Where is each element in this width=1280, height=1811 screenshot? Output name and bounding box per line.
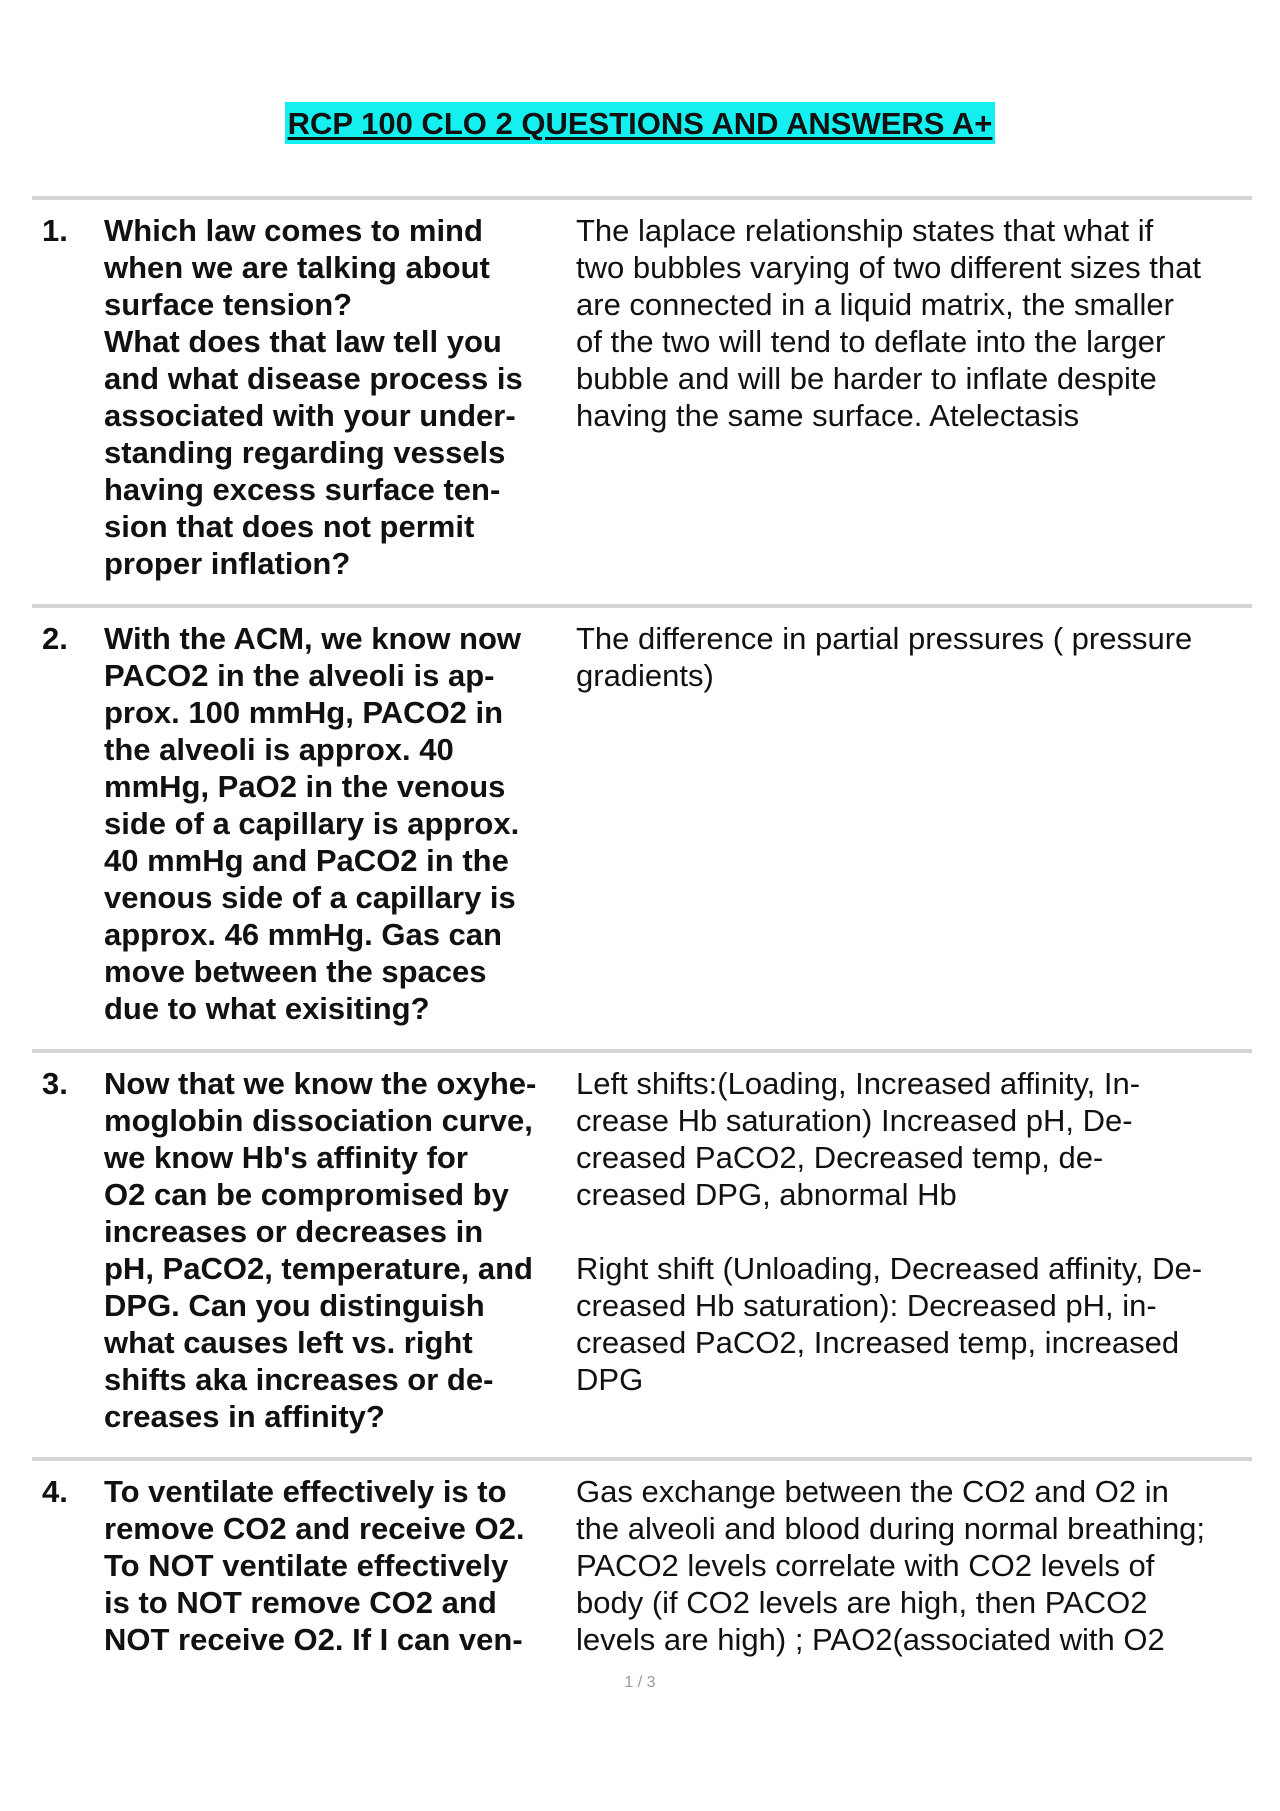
qa-row-4 bbox=[32, 1457, 1252, 1680]
qa-row-3 bbox=[32, 1049, 1252, 1457]
page-indicator: 1 / 3 bbox=[624, 1674, 656, 1691]
answer-text: Gas exchange between the CO2 and O2 in the alveoli and blood during normal breathing; PACO2 levels correlate with CO2 levels of body (if CO2 levels are high, then PACO2 levels are high) ; PAO2(associated with O2 bbox=[576, 1474, 1206, 1657]
question-text: To ventilate effectively is to remove CO2 and receive O2. To NOT ventilate effectively is to NOT remove CO2 and NOT receive O2. If I can ven- bbox=[104, 1474, 525, 1657]
question-text: Now that we know the oxyhe- moglobin dissociation curve, we know Hb's affinity for O2 can be compromised by increases or decreases in pH, PaCO2, temperature, and DPG. Can you distinguish what causes left vs. right shifts aka increases or de- creases in affinity? bbox=[104, 1066, 537, 1434]
title-container bbox=[0, 102, 1280, 144]
question-number: 4. bbox=[42, 1474, 68, 1509]
question-text: With the ACM, we know now PACO2 in the alveoli is ap- prox. 100 mmHg, PACO2 in the alveoli is approx. 40 mmHg, PaO2 in the venous side of a capillary is approx. 40 mmHg and PaCO2 in the venous side of a capillary is approx. 46 mmHg. Gas can move between the spaces due to what exisiting? bbox=[104, 621, 522, 1026]
qa-row-2 bbox=[32, 604, 1252, 1049]
answer-text: Left shifts:(Loading, Increased affinity, In- crease Hb saturation) Increased pH, De- creased PaCO2, Decreased temp, de- creased DPG, abnormal Hb Right shift (Unloading, Decreased affinity, De- creased Hb saturation): Decreased pH, in- creased PaCO2, Increased temp, increased DPG bbox=[576, 1066, 1203, 1397]
question-text: Which law comes to mind when we are talking about surface tension? What does that law tell you and what disease process is associated with your under- standing regarding vessels having excess surface ten- sion that does not permit proper inflation? bbox=[104, 213, 523, 581]
qa-row-1 bbox=[32, 196, 1252, 604]
answer-text: The difference in partial pressures ( pressure gradients) bbox=[576, 621, 1193, 693]
question-number: 2. bbox=[42, 621, 68, 656]
question-number: 1. bbox=[42, 213, 68, 248]
question-number: 3. bbox=[42, 1066, 68, 1101]
document-title: RCP 100 CLO 2 QUESTIONS AND ANSWERS A+ bbox=[285, 102, 996, 144]
answer-text: The laplace relationship states that what if two bubbles varying of two different sizes that are connected in a liquid matrix, the smaller of the two will tend to deflate into the larger bubble and will be harder to inflate despite having the same surface. Atelectasis bbox=[576, 213, 1201, 433]
qa-list bbox=[32, 196, 1252, 1680]
